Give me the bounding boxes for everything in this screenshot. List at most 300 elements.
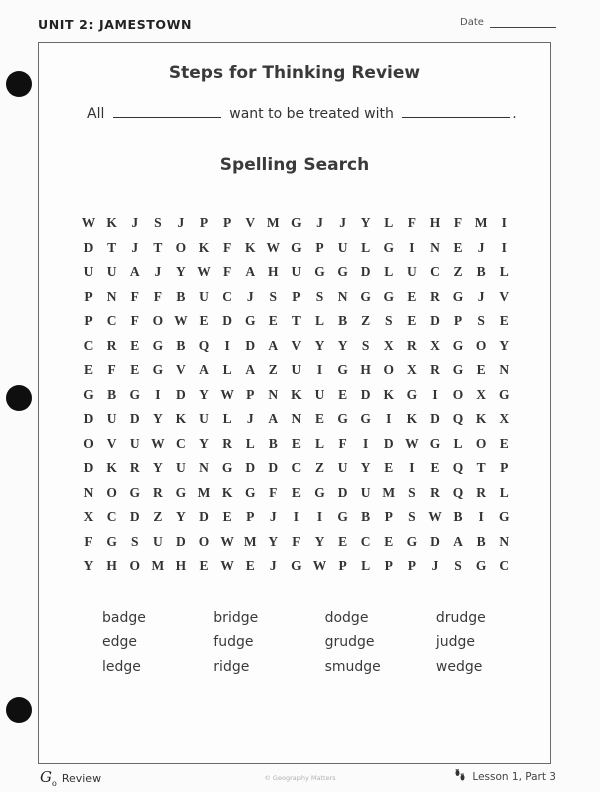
grid-letter[interactable]: O (198, 533, 210, 549)
grid-letter[interactable]: F (107, 362, 116, 378)
grid-letter[interactable]: B (176, 337, 186, 353)
grid-letter[interactable]: G (452, 362, 464, 378)
grid-letter[interactable]: G (221, 460, 233, 476)
grid-letter[interactable]: N (291, 411, 302, 427)
grid-letter[interactable]: I (155, 386, 161, 402)
grid-letter[interactable]: Y (176, 264, 186, 280)
grid-letter[interactable]: G (175, 484, 187, 500)
grid-letter[interactable]: T (153, 239, 163, 255)
grid-letter[interactable]: N (499, 533, 510, 549)
grid-letter[interactable]: G (498, 386, 510, 402)
grid-letter[interactable]: E (338, 386, 348, 402)
grid-letter[interactable]: G (106, 533, 117, 549)
grid-letter[interactable]: E (222, 509, 232, 525)
grid-letter[interactable]: K (198, 239, 210, 255)
grid-letter[interactable]: A (268, 337, 279, 353)
grid-letter[interactable]: C (176, 435, 186, 451)
grid-letter[interactable]: C (106, 509, 117, 525)
grid-letter[interactable]: O (175, 239, 187, 255)
date-blank[interactable] (490, 17, 556, 28)
grid-letter[interactable]: G (406, 386, 418, 402)
grid-letter[interactable]: G (383, 288, 395, 304)
grid-letter[interactable]: Y (337, 337, 348, 353)
grid-letter[interactable]: K (475, 411, 487, 427)
grid-letter[interactable]: D (245, 337, 256, 353)
grid-letter[interactable]: D (245, 460, 256, 476)
grid-letter[interactable]: B (176, 288, 186, 304)
grid-letter[interactable]: F (269, 484, 278, 500)
grid-letter[interactable]: B (476, 533, 486, 549)
grid-letter[interactable]: G (337, 509, 348, 525)
grid-letter[interactable]: J (246, 288, 254, 304)
grid-letter[interactable]: O (152, 313, 164, 329)
grid-letter[interactable]: M (474, 215, 488, 231)
grid-letter[interactable]: C (83, 337, 94, 353)
grid-letter[interactable]: T (476, 460, 486, 476)
grid-letter[interactable]: E (407, 288, 417, 304)
worksheet-frame (38, 42, 551, 764)
grid-letter[interactable]: D (129, 509, 140, 525)
grid-letter[interactable]: P (84, 288, 93, 304)
footprints-icon (454, 769, 466, 785)
grid-letter[interactable]: P (453, 313, 463, 329)
grid-letter[interactable]: G (406, 533, 418, 549)
grid-letter[interactable]: S (477, 313, 485, 329)
grid-letter[interactable]: H (429, 215, 441, 231)
grid-letter[interactable]: C (106, 313, 117, 329)
grid-letter[interactable]: G (291, 215, 302, 231)
grid-letter[interactable]: K (106, 215, 117, 231)
grid-letter[interactable]: L (384, 215, 394, 231)
grid-letter[interactable]: G (314, 484, 325, 500)
grid-letter[interactable]: X (499, 411, 510, 427)
binder-hole-top (6, 71, 32, 97)
grid-letter[interactable]: C (222, 288, 232, 304)
grid-letter[interactable]: S (454, 558, 462, 574)
grid-letter[interactable]: G (291, 239, 302, 255)
review-title: Steps for Thinking Review (168, 63, 421, 83)
grid-letter[interactable]: Y (314, 337, 325, 353)
grid-letter[interactable]: X (406, 362, 417, 378)
grid-letter[interactable]: U (129, 435, 140, 451)
grid-letter[interactable]: K (244, 239, 256, 255)
grid-letter[interactable]: J (339, 215, 346, 231)
grid-letter[interactable]: I (409, 460, 415, 476)
grid-letter[interactable]: E (384, 460, 394, 476)
grid-letter[interactable]: X (476, 386, 487, 402)
grid-letter[interactable]: V (291, 337, 302, 353)
grid-letter[interactable]: O (475, 435, 487, 451)
grid-letter[interactable]: Y (499, 337, 510, 353)
grid-letter[interactable]: G (383, 239, 395, 255)
grid-letter[interactable]: G (360, 288, 371, 304)
grid-letter[interactable]: L (499, 484, 509, 500)
grid-letter[interactable]: L (314, 313, 324, 329)
grid-letter[interactable]: F (130, 288, 139, 304)
grid-letter[interactable]: H (360, 362, 371, 378)
grid-letter[interactable]: K (383, 386, 395, 402)
grid-letter[interactable]: D (83, 411, 94, 427)
grid-letter[interactable]: G (337, 362, 348, 378)
grid-letter[interactable]: G (429, 435, 441, 451)
grid-letter[interactable]: Q (452, 460, 464, 476)
grid-letter[interactable]: D (360, 264, 371, 280)
grid-letter[interactable]: G (129, 386, 140, 402)
grid-letter[interactable]: U (199, 411, 209, 427)
grid-letter[interactable]: T (107, 239, 117, 255)
grid-letter[interactable]: R (430, 484, 440, 500)
grid-letter[interactable]: P (246, 386, 255, 402)
grid-letter[interactable]: I (224, 337, 230, 353)
grid-letter[interactable]: P (384, 558, 393, 574)
grid-letter[interactable]: Y (176, 509, 186, 525)
grid-letter[interactable]: B (476, 264, 486, 280)
grid-letter[interactable]: J (269, 558, 277, 574)
grid-letter[interactable]: J (477, 239, 485, 255)
grid-letter[interactable]: V (499, 288, 510, 304)
grid-letter[interactable]: G (337, 411, 348, 427)
grid-letter[interactable]: N (268, 386, 279, 402)
grid-letter[interactable]: C (430, 264, 440, 280)
grid-letter[interactable]: I (316, 509, 323, 525)
grid-letter[interactable]: K (406, 411, 418, 427)
grid-letter[interactable]: F (130, 313, 139, 329)
grid-letter[interactable]: L (245, 435, 255, 451)
grid-letter[interactable]: R (430, 362, 440, 378)
grid-letter[interactable]: I (432, 386, 438, 402)
grid-letter[interactable]: F (453, 215, 463, 231)
grid-letter[interactable]: E (199, 558, 209, 574)
grid-letter[interactable]: O (383, 362, 395, 378)
grid-letter[interactable]: W (312, 558, 327, 574)
grid-letter[interactable]: U (83, 264, 94, 280)
answer-blank-1[interactable] (113, 105, 221, 118)
grid-letter[interactable]: C (360, 533, 371, 549)
grid-letter[interactable]: D (430, 411, 440, 427)
grid-letter[interactable]: Y (360, 460, 371, 476)
grid-letter[interactable]: F (153, 288, 162, 304)
grid-letter[interactable]: F (407, 215, 416, 231)
grid-letter[interactable]: Q (452, 484, 464, 500)
date-field[interactable] (460, 17, 556, 28)
grid-letter[interactable]: P (315, 239, 324, 255)
grid-letter[interactable]: D (129, 411, 140, 427)
grid-letter[interactable]: G (152, 362, 164, 378)
grid-letter[interactable]: G (244, 484, 256, 500)
grid-letter[interactable]: K (221, 484, 233, 500)
grid-letter[interactable]: S (408, 484, 416, 500)
grid-letter[interactable]: W (405, 435, 419, 451)
grid-letter[interactable]: D (430, 533, 440, 549)
grid-letter[interactable]: O (452, 386, 464, 402)
grid-letter[interactable]: I (316, 362, 323, 378)
grid-letter[interactable]: J (246, 411, 254, 427)
grid-letter[interactable]: F (84, 533, 93, 549)
grid-letter[interactable]: G (452, 337, 464, 353)
grid-letter[interactable]: Y (152, 460, 163, 476)
grid-letter[interactable]: K (175, 411, 187, 427)
grid-letter[interactable]: V (106, 435, 117, 451)
grid-letter[interactable]: L (361, 558, 371, 574)
grid-letter[interactable]: J (177, 215, 185, 231)
grid-letter[interactable]: J (477, 288, 485, 304)
answer-blank-2[interactable] (402, 105, 510, 118)
grid-letter[interactable]: I (409, 239, 415, 255)
grid-letter[interactable]: F (222, 239, 232, 255)
grid-letter[interactable]: G (83, 386, 94, 402)
grid-letter[interactable]: P (292, 288, 301, 304)
grid-letter[interactable]: W (428, 509, 442, 525)
grid-letter[interactable]: W (220, 533, 234, 549)
grid-letter[interactable]: U (291, 362, 302, 378)
grid-letter[interactable]: O (129, 558, 140, 574)
grid-letter[interactable]: N (106, 288, 117, 304)
grid-letter[interactable]: Y (83, 558, 94, 574)
grid-letter[interactable]: D (383, 435, 394, 451)
grid-letter[interactable]: X (383, 337, 394, 353)
footer-lesson-label: Lesson 1, Part 3 (472, 771, 556, 783)
grid-letter[interactable]: R (222, 435, 232, 451)
grid-letter[interactable]: S (315, 288, 324, 304)
grid-letter[interactable]: D (337, 484, 348, 500)
grid-letter[interactable]: E (453, 239, 463, 255)
grid-letter[interactable]: F (292, 533, 301, 549)
grid-letter[interactable]: O (475, 337, 487, 353)
grid-letter[interactable]: U (337, 239, 348, 255)
grid-letter[interactable]: A (245, 264, 256, 280)
grid-letter[interactable]: Q (198, 337, 210, 353)
grid-letter[interactable]: L (222, 362, 232, 378)
grid-letter[interactable]: G (475, 558, 487, 574)
grid-letter[interactable]: I (293, 509, 300, 525)
grid-letter[interactable]: L (314, 435, 324, 451)
grid-letter[interactable]: D (176, 533, 186, 549)
grid-letter[interactable]: T (291, 313, 301, 329)
grid-letter[interactable]: X (83, 509, 94, 525)
grid-letter[interactable]: E (407, 313, 417, 329)
grid-letter[interactable]: E (130, 362, 140, 378)
grid-letter[interactable]: R (106, 337, 117, 353)
grid-letter[interactable]: E (291, 435, 301, 451)
grid-letter[interactable]: G (291, 558, 302, 574)
word-search-grid[interactable] (77, 211, 516, 579)
word-bank-item: judge (435, 634, 476, 651)
grid-letter[interactable]: Z (153, 509, 163, 525)
grid-letter[interactable]: S (269, 288, 278, 304)
grid-letter[interactable]: J (154, 264, 162, 280)
grid-letter[interactable]: L (361, 239, 371, 255)
grid-letter[interactable]: S (130, 533, 139, 549)
grid-letter[interactable]: Y (268, 533, 279, 549)
grid-letter[interactable]: A (129, 264, 140, 280)
grid-letter[interactable]: K (291, 386, 302, 402)
grid-letter[interactable]: R (476, 484, 487, 500)
grid-letter[interactable]: I (363, 435, 369, 451)
grid-letter[interactable]: G (152, 337, 164, 353)
grid-letter[interactable]: D (199, 509, 209, 525)
grid-letter[interactable]: U (106, 411, 117, 427)
grid-letter[interactable]: B (361, 509, 371, 525)
grid-letter[interactable]: E (291, 484, 301, 500)
grid-letter[interactable]: J (431, 558, 439, 574)
grid-letter[interactable]: E (314, 411, 324, 427)
grid-letter[interactable]: I (478, 509, 484, 525)
grid-letter[interactable]: E (268, 313, 278, 329)
grid-letter[interactable]: N (499, 362, 510, 378)
grid-letter[interactable]: L (222, 411, 232, 427)
grid-letter[interactable]: W (174, 313, 188, 329)
grid-letter[interactable]: I (386, 411, 392, 427)
grid-letter[interactable]: W (266, 239, 281, 255)
grid-letter[interactable]: U (360, 484, 371, 500)
grid-letter[interactable]: G (337, 264, 348, 280)
grid-letter[interactable]: M (151, 558, 165, 574)
grid-letter[interactable]: U (176, 460, 186, 476)
grid-letter[interactable]: A (199, 362, 209, 378)
grid-letter[interactable]: O (83, 435, 94, 451)
sentence-middle: want to be treated with (229, 106, 394, 122)
grid-letter[interactable]: E (199, 313, 209, 329)
grid-letter[interactable]: W (197, 264, 211, 280)
grid-letter[interactable]: Q (452, 411, 464, 427)
grid-letter[interactable]: S (408, 509, 416, 525)
grid-letter[interactable]: J (131, 239, 139, 255)
grid-letter[interactable]: F (338, 435, 347, 451)
grid-letter[interactable]: K (106, 460, 117, 476)
grid-letter[interactable]: H (106, 558, 117, 574)
grid-letter[interactable]: G (452, 288, 464, 304)
grid-letter[interactable]: P (199, 215, 209, 231)
grid-letter[interactable]: G (498, 509, 510, 525)
grid-letter[interactable]: X (430, 337, 440, 353)
grid-letter[interactable]: B (453, 509, 463, 525)
grid-letter[interactable]: V (245, 215, 256, 231)
grid-letter[interactable]: E (476, 362, 486, 378)
grid-letter[interactable]: W (220, 558, 234, 574)
grid-letter[interactable]: U (337, 460, 348, 476)
grid-letter[interactable]: A (245, 362, 256, 378)
grid-letter[interactable]: I (501, 239, 507, 255)
grid-letter[interactable]: G (244, 313, 256, 329)
grid-letter[interactable]: G (360, 411, 371, 427)
grid-letter[interactable]: E (130, 337, 140, 353)
grid-letter[interactable]: G (129, 484, 140, 500)
grid-letter[interactable]: E (384, 533, 394, 549)
grid-letter[interactable]: M (243, 533, 257, 549)
grid-letter[interactable]: M (382, 484, 396, 500)
grid-letter[interactable]: Y (360, 215, 371, 231)
grid-letter[interactable]: I (501, 215, 507, 231)
grid-letter[interactable]: J (269, 509, 277, 525)
grid-letter[interactable]: R (406, 337, 417, 353)
grid-letter[interactable]: U (406, 264, 417, 280)
grid-letter[interactable]: D (176, 386, 186, 402)
grid-letter[interactable]: N (199, 460, 209, 476)
grid-letter[interactable]: G (314, 264, 325, 280)
grid-letter[interactable]: E (245, 558, 255, 574)
grid-letter[interactable]: P (407, 558, 416, 574)
grid-letter[interactable]: M (197, 484, 211, 500)
grid-letter[interactable]: R (152, 484, 163, 500)
grid-letter[interactable]: A (453, 533, 463, 549)
grid-letter[interactable]: D (83, 239, 94, 255)
grid-letter[interactable]: F (222, 264, 232, 280)
grid-letter[interactable]: O (106, 484, 117, 500)
grid-letter[interactable]: P (384, 509, 393, 525)
grid-letter[interactable]: W (220, 386, 234, 402)
grid-letter[interactable]: E (499, 435, 509, 451)
grid-letter[interactable]: B (107, 386, 117, 402)
grid-letter[interactable]: U (314, 386, 325, 402)
grid-letter[interactable]: H (175, 558, 187, 574)
grid-letter[interactable]: L (384, 264, 394, 280)
binder-hole-bottom (6, 697, 32, 723)
grid-letter[interactable]: D (83, 460, 94, 476)
grid-letter[interactable]: N (83, 484, 94, 500)
grid-letter[interactable]: S (361, 337, 370, 353)
grid-letter[interactable]: U (291, 264, 302, 280)
sentence-start: All (87, 106, 105, 122)
grid-letter[interactable]: Z (268, 362, 278, 378)
grid-letter[interactable]: B (338, 313, 348, 329)
grid-letter[interactable]: U (106, 264, 117, 280)
grid-letter[interactable]: W (151, 435, 165, 451)
grid-letter[interactable]: S (385, 313, 393, 329)
grid-letter[interactable]: P (338, 558, 347, 574)
grid-letter[interactable]: V (176, 362, 186, 378)
grid-letter[interactable]: Z (453, 264, 463, 280)
grid-letter[interactable]: A (268, 411, 279, 427)
grid-letter[interactable]: J (131, 215, 139, 231)
grid-letter[interactable]: E (430, 460, 440, 476)
grid-letter[interactable]: H (268, 264, 279, 280)
grid-letter[interactable]: L (453, 435, 463, 451)
grid-letter[interactable]: C (291, 460, 302, 476)
grid-letter[interactable]: M (266, 215, 280, 231)
grid-letter[interactable]: P (500, 460, 509, 476)
grid-letter[interactable]: E (499, 313, 509, 329)
grid-letter[interactable]: P (246, 509, 255, 525)
grid-letter[interactable]: D (360, 386, 371, 402)
grid-letter[interactable]: D (268, 460, 279, 476)
grid-letter[interactable]: N (337, 288, 348, 304)
grid-letter[interactable]: S (154, 215, 162, 231)
grid-letter[interactable]: E (338, 533, 348, 549)
grid-letter[interactable]: P (84, 313, 93, 329)
grid-letter[interactable]: R (430, 288, 440, 304)
grid-letter[interactable]: W (81, 215, 96, 231)
grid-letter[interactable]: J (316, 215, 323, 231)
grid-letter[interactable]: U (152, 533, 163, 549)
grid-letter[interactable]: C (499, 558, 510, 574)
grid-letter[interactable]: R (129, 460, 140, 476)
grid-letter[interactable]: U (199, 288, 209, 304)
grid-letter[interactable]: Y (314, 533, 325, 549)
grid-letter[interactable]: B (268, 435, 278, 451)
grid-letter[interactable]: N (430, 239, 440, 255)
grid-letter[interactable]: P (222, 215, 232, 231)
word-bank-item: grudge (324, 634, 375, 651)
grid-letter[interactable]: Z (314, 460, 324, 476)
grid-letter[interactable]: Z (361, 313, 371, 329)
grid-letter[interactable]: L (499, 264, 509, 280)
grid-letter[interactable]: Y (199, 386, 209, 402)
grid-letter[interactable]: D (222, 313, 232, 329)
grid-letter[interactable]: Y (152, 411, 163, 427)
grid-letter[interactable]: Y (199, 435, 209, 451)
grid-letter[interactable]: D (430, 313, 440, 329)
grid-letter[interactable]: E (84, 362, 94, 378)
